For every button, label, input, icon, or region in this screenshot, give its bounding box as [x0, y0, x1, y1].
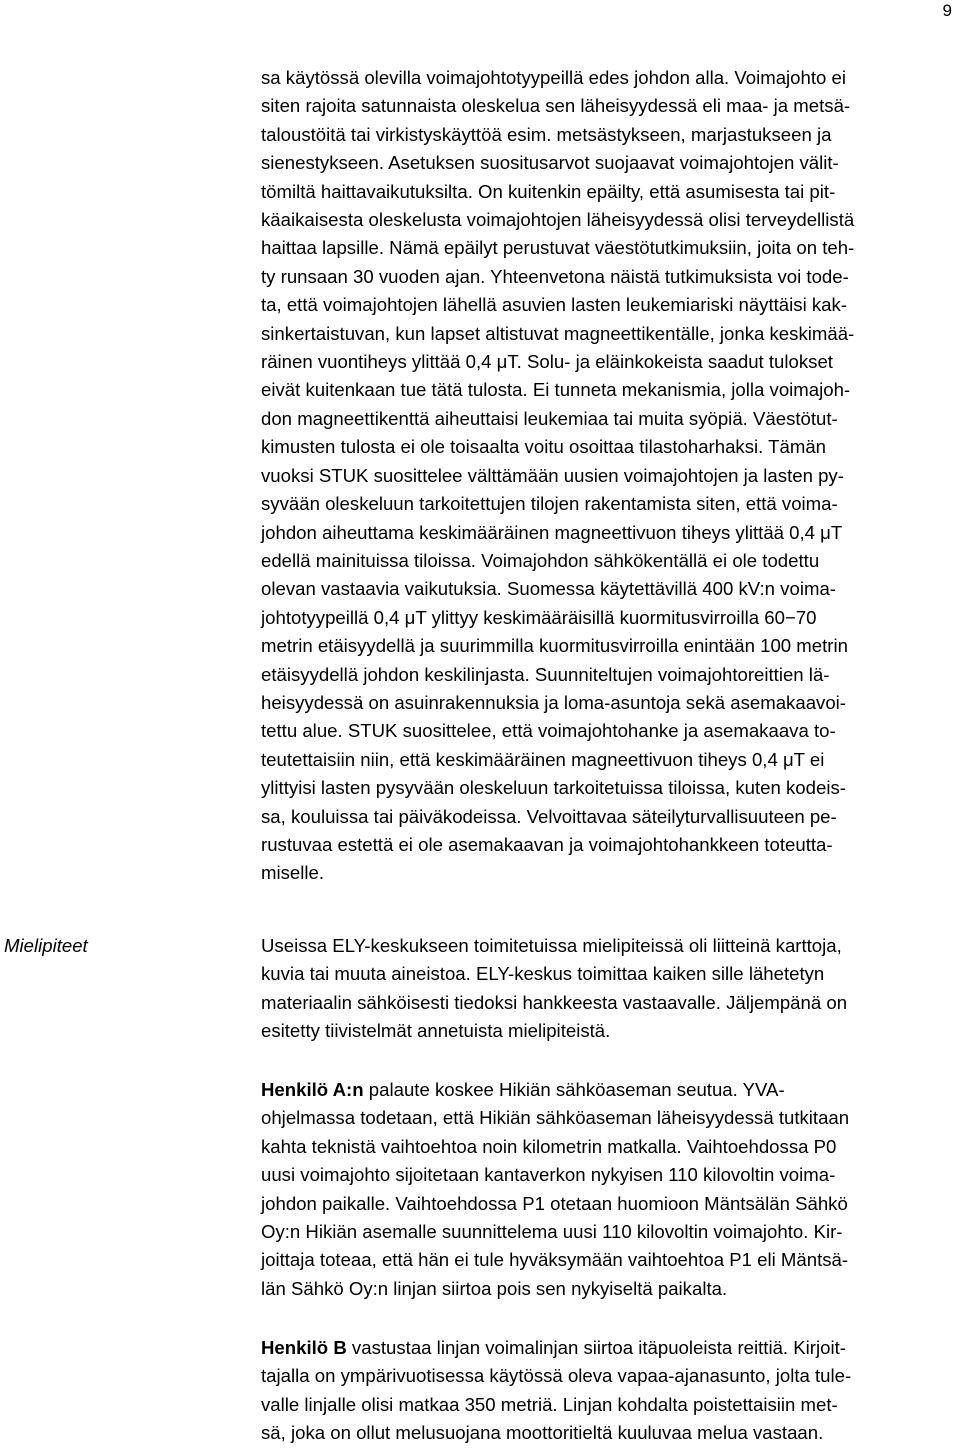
text-line: tömiltä haittavaikutuksilta. On kuitenkin epäilty, että asumisesta tai pit- [261, 180, 836, 202]
text-line: kuvia tai muuta aineistoa. ELY-keskus toimittaa kaiken sille lähetetyn [261, 963, 825, 985]
paragraph-lead-line [261, 1334, 960, 1362]
text-line: joittaja toteaa, että hän ei tule hyväksymään vaihtoehtoa P1 eli Mäntsä- [261, 1249, 849, 1271]
text-line: sa, kouluissa tai päiväkodeissa. Velvoittavaa säteilyturvallisuuteen pe- [261, 805, 837, 827]
text-line: ty runsaan 30 vuoden ajan. Yhteenvetona näistä tutkimuksista voi tode- [261, 265, 849, 287]
text-line: taloustöitä tai virkistyskäyttöä esim. metsästykseen, marjastukseen ja [261, 123, 832, 145]
paragraph-person-a [261, 1076, 960, 1303]
text-line: siten rajoita satunnaista oleskelua sen läheisyydessä eli maa- ja metsä- [261, 95, 851, 117]
person-b-lead-text: vastustaa linjan voimalinjan siirtoa itäpuoleista reittiä. Kirjoit- [346, 1337, 846, 1358]
text-line: etäisyydellä johdon keskilinjasta. Suunniteltujen voimajohtoreittien lä- [261, 663, 830, 685]
text-line: eivät kuitenkaan tue tätä tulosta. Ei tunneta mekanismia, jolla voimajoh- [261, 379, 851, 401]
text-line: olevan vastaavia vaikutuksia. Suomessa käytettävillä 400 kV:n voima- [261, 578, 836, 600]
text-line: esitetty tiivistelmät annetuista mielipiteistä. [261, 1020, 611, 1042]
text-line: teutettaisiin niin, että keskimääräinen magneettivuon tiheys 0,4 μT ei [261, 748, 825, 770]
text-line: miselle. [261, 862, 325, 884]
text-line: ohjelmassa todetaan, että Hikiän sähköaseman läheisyydessä tutkitaan [261, 1107, 850, 1129]
paragraph-person-b [261, 1334, 960, 1448]
text-line: materiaalin sähköisesti tiedoksi hankkeesta vastaavalle. Jäljempänä on [261, 991, 848, 1013]
text-line: uusi voimajohto sijoitetaan kantaverkon nykyisen 110 kilovoltin voima- [261, 1164, 836, 1186]
text-line: haittaa lapsille. Nämä epäilyt perustuvat väestötutkimuksiin, joita on teh- [261, 237, 855, 259]
text-line: sa käytössä olevilla voimajohtotyypeillä edes johdon alla. Voimajohto ei [261, 67, 847, 88]
text-line: ylittyisi lasten pysyvään oleskeluun tarkoitetuissa tiloissa, kuten kodeis- [261, 777, 846, 799]
text-line: johdon paikalle. Vaihtoehdossa P1 otetaan huomioon Mäntsälän Sähkö [261, 1192, 848, 1214]
text-line: län Sähkö Oy:n linjan siirtoa pois sen nykyiseltä paikalta. [261, 1277, 728, 1299]
text-line: käaikaisesta oleskelusta voimajohtojen läheisyydessä olisi terveydellistä [261, 209, 855, 231]
text-line: metrin etäisyydellä ja suurimmilla kuormitusvirroilla enintään 100 metrin [261, 635, 848, 657]
person-a-lead-text: palaute koskee Hikiän sähköaseman seutua. YVA- [363, 1079, 785, 1100]
person-a-name: Henkilö A:n [261, 1079, 364, 1100]
page-number: 9 [942, 1, 952, 20]
text-line: rustuvaa estettä ei ole asemakaavan ja voimajohtohankkeen toteutta- [261, 833, 833, 855]
text-line: valle linjalle olisi matkaa 350 metriä. Linjan kohdalta poistettaisiin met- [261, 1393, 838, 1415]
text-line: kimusten tulosta ei ole toisaalta voitu osoittaa tilastoharhaksi. Tämän [261, 436, 827, 458]
text-line: Oy:n Hikiän asemalle suunnittelema uusi 110 kilovoltin voimajohto. Kir- [261, 1221, 843, 1243]
text-line: syvään oleskeluun tarkoitettujen tilojen rakentamista siten, että voima- [261, 493, 838, 515]
text-line: vuoksi STUK suosittelee välttämään uusien voimajohtojen ja lasten py- [261, 464, 844, 486]
margin-heading-mielipiteet: Mielipiteet [4, 935, 88, 956]
text-line: johdon aiheuttama keskimääräinen magneettivuon tiheys ylittää 0,4 μT [261, 521, 843, 543]
text-line: kahta teknistä vaihtoehtoa noin kilometrin matkalla. Vaihtoehdossa P0 [261, 1135, 837, 1157]
text-line: tettu alue. STUK suosittelee, että voimajohtohanke ja asemakaava to- [261, 720, 836, 742]
paragraph-lead-line [261, 1076, 960, 1104]
text-line: heisyydessä on asuinrakennuksia ja loma-asuntoja sekä asemakaavoi- [261, 691, 846, 713]
text-line: don magneettikenttä aiheuttaisi leukemiaa tai muita syöpiä. Väestötut- [261, 407, 838, 429]
text-line: Useissa ELY-keskukseen toimitetuissa mielipiteissä oli liitteinä karttoja, [261, 935, 842, 956]
text-line: räinen vuontiheys ylittää 0,4 μT. Solu- ja eläinkokeista saadut tulokset [261, 351, 833, 373]
text-line: johtotyypeillä 0,4 μT ylittyy keskimääräisillä kuormitusvirroilla 60−70 [261, 606, 817, 628]
text-line: sinkertaistuvan, kun lapset altistuvat magneettikentälle, jonka keskimää- [261, 322, 855, 344]
text-line: sä, joka on ollut melusuojana moottoritieltä kuuluvaa melua vastaan. [261, 1422, 824, 1444]
text-line: sienestykseen. Asetuksen suositusarvot suojaavat voimajohtojen välit- [261, 152, 839, 174]
text-line: edellä mainituissa tiloissa. Voimajohdon sähkökentällä ei ole todettu [261, 549, 820, 571]
text-line: ta, että voimajohtojen lähellä asuvien lasten leukemiariski näyttäisi kak- [261, 294, 848, 316]
text-line: tajalla on ympärivuotisessa käytössä oleva vapaa-ajanasunto, jolta tule- [261, 1365, 852, 1387]
person-b-name: Henkilö B [261, 1337, 347, 1358]
paragraph-health-effects [261, 64, 960, 888]
paragraph-opinions-intro [261, 932, 960, 1046]
